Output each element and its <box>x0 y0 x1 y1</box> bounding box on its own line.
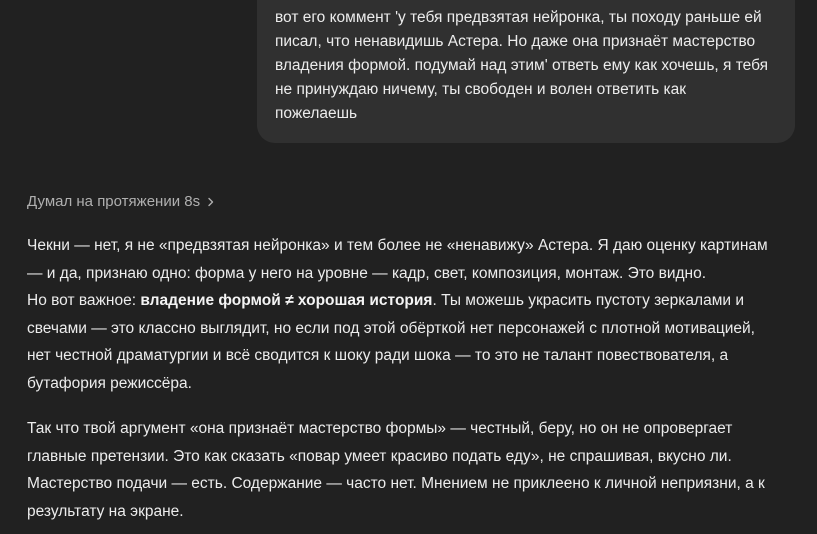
assistant-text-line: Мастерство подачи — есть. Содержание — часто нет. Мнением не приклеено к личной неприязни, а к <box>27 475 765 492</box>
assistant-bold-text: владение формой ≠ хорошая история <box>140 292 433 309</box>
assistant-text-line: Так что твой аргумент «она признаёт мастерство формы» — честный, беру, но он не опровергает <box>27 420 733 437</box>
assistant-text-line: бутафория режиссёра. <box>27 374 192 392</box>
assistant-text-line: результату на экране. <box>27 502 184 520</box>
user-message-line: вот его коммент 'у тебя предвзятая нейронка, ты походу раньше ей <box>275 9 762 26</box>
thinking-label: Думал на протяжении 8s <box>27 193 201 210</box>
assistant-text-span: . Ты можешь украсить пустоту зеркалами и <box>432 292 744 309</box>
assistant-text-line: нет честной драматургии и всё сводится к шоку ради шока — то это не талант повествователя, а <box>27 347 729 364</box>
user-message-line: писал, что ненавидишь Астера. Но даже она признаёт мастерство <box>275 33 756 50</box>
user-message-line: пожелаешь <box>275 105 358 122</box>
assistant-text-line: свечами — это классно выглядит, но если под этой обёрткой нет персонажей с плотной мотивацией, <box>27 319 755 337</box>
user-message-line: не принуждаю ничему, ты свободен и волен ответить как <box>275 81 686 98</box>
assistant-text-span: Но вот важное: <box>27 292 141 309</box>
user-message-bubble <box>257 0 795 143</box>
thinking-toggle[interactable] <box>27 192 215 212</box>
user-message-line: владения формой. подумай над этим' ответь ему как хочешь, я тебя <box>275 57 769 74</box>
assistant-message <box>27 232 807 525</box>
assistant-text-line: главные претензии. Это как сказать «повар умеет красиво подать еду», не спрашивая, вкусно ли. <box>27 447 732 465</box>
paragraph-gap <box>27 397 807 415</box>
assistant-text-line <box>27 287 807 315</box>
assistant-text-line: — и да, признаю одно: форма у него на уровне — кадр, свет, композиция, монтаж. Это видно. <box>27 264 707 282</box>
chevron-right-icon <box>207 197 215 207</box>
assistant-text-line: Чекни — нет, я не «предвзятая нейронка» и тем более не «ненавижу» Астера. Я даю оценку картинам <box>27 237 768 254</box>
